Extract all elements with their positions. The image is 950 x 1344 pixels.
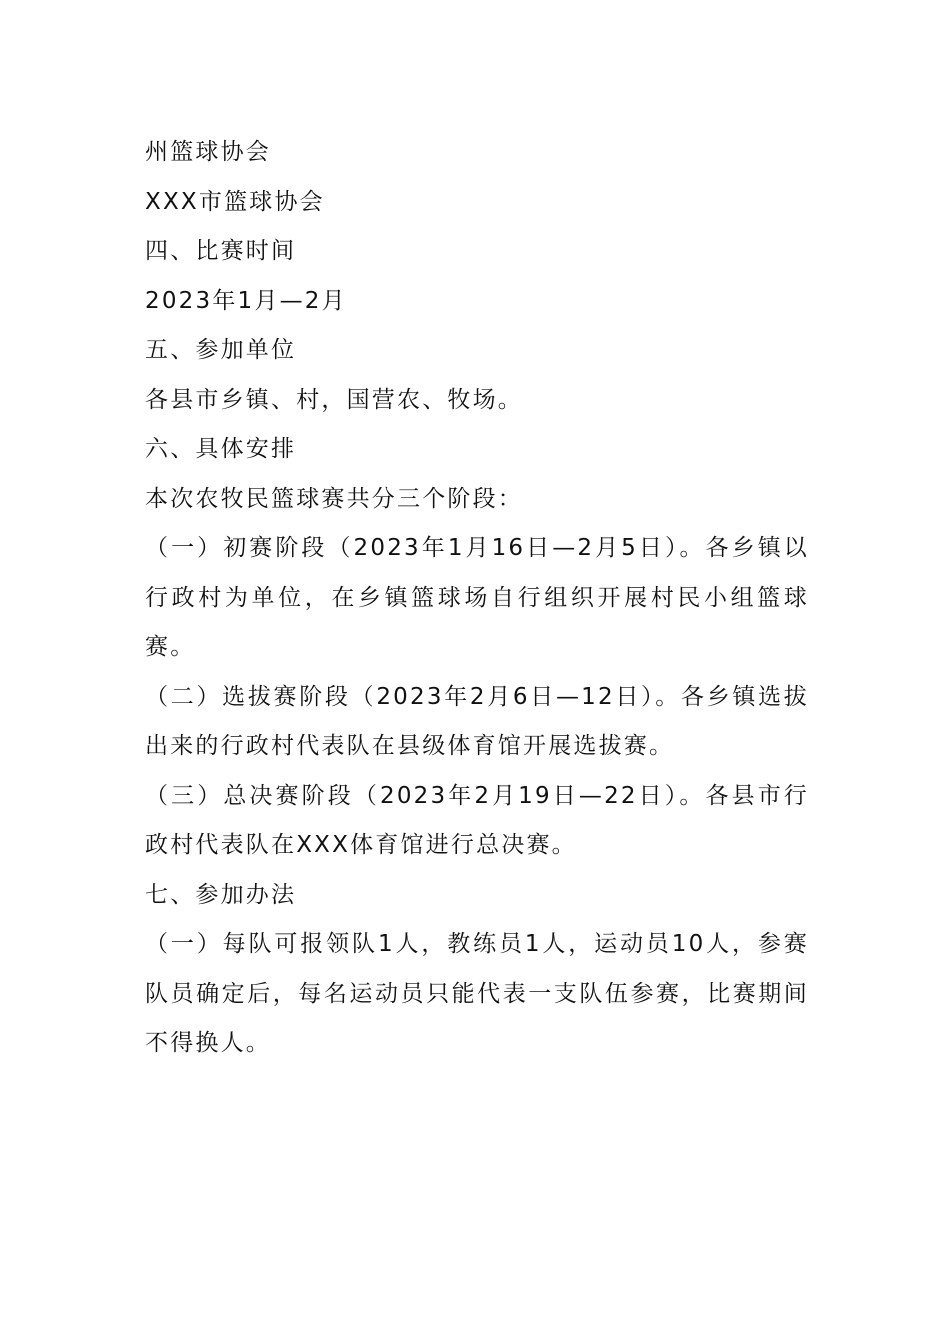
section-heading-arrangement: 六、具体安排 — [145, 436, 297, 462]
organizer-city: XXX市篮球协会 — [145, 188, 325, 215]
organizer-prefecture: 州篮球协会 — [145, 139, 271, 165]
method-item-1: （一）每队可报领队1人，教练员1人，运动员10人，参赛队员确定后，每名运动员只能代表一支队伍参赛，比赛期间不得换人。 — [145, 931, 809, 1056]
stage-selection: （二）选拔赛阶段（2023年2月6日—12日）。各乡镇选拔出来的行政村代表队在县级体育馆开展选拔赛。 — [145, 683, 809, 759]
stage-preliminary: （一）初赛阶段（2023年1月16日—2月5日）。各乡镇以行政村为单位，在乡镇篮球场自行组织开展村民小组篮球赛。 — [145, 535, 809, 660]
stage-final: （三）总决赛阶段（2023年2月19日—22日）。各县市行政村代表队在XXX体育馆进行总决赛。 — [145, 782, 809, 858]
arrangement-intro: 本次农牧民篮球赛共分三个阶段： — [145, 485, 523, 512]
section-heading-participants: 五、参加单位 — [145, 337, 297, 363]
document-body — [145, 128, 809, 1069]
section-heading-time: 四、比赛时间 — [145, 238, 297, 264]
competition-time: 2023年1月—2月 — [145, 287, 347, 314]
section-heading-method: 七、参加办法 — [145, 881, 297, 908]
participants-text: 各县市乡镇、村，国营农、牧场。 — [145, 386, 523, 413]
